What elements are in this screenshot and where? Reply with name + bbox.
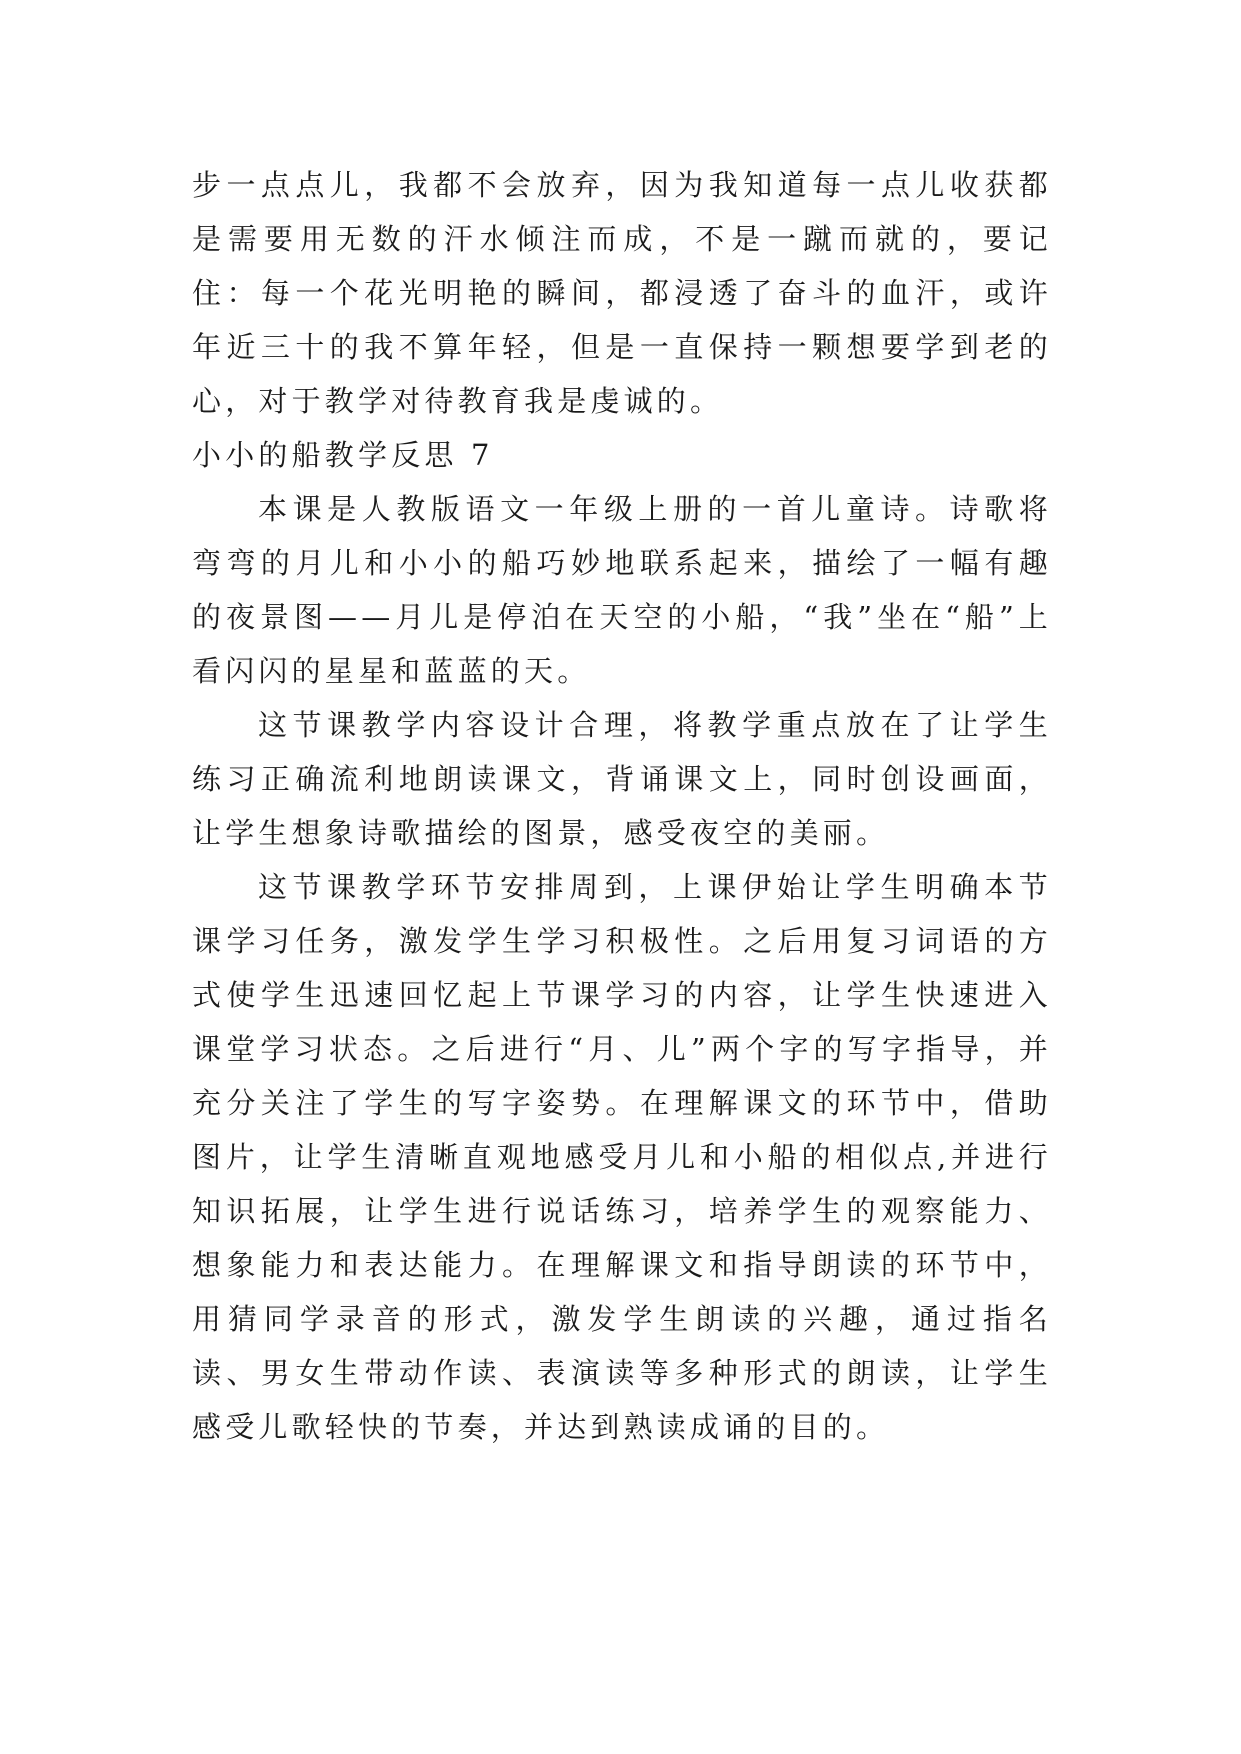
continuation-paragraph: 步一点点儿，我都不会放弃，因为我知道每一点儿收获都是需要用无数的汗水倾注而成，不是一蹴而就的，要记住：每一个花光明艳的瞬间，都浸透了奋斗的血汗，或许年近三十的我不算年轻，但是一直保持一颗想要学到老的心，对于教学对待教育我是虔诚的。 bbox=[192, 168, 1052, 418]
body-paragraph-1: 本课是人教版语文一年级上册的一首儿童诗。诗歌将弯弯的月儿和小小的船巧妙地联系起来，描绘了一幅有趣的夜景图——月儿是停泊在天空的小船，“我”坐在“船”上看闪闪的星星和蓝蓝的天。 bbox=[192, 492, 1052, 688]
body-paragraph-2: 这节课教学内容设计合理，将教学重点放在了让学生练习正确流利地朗读课文，背诵课文上，同时创设画面，让学生想象诗歌描绘的图景，感受夜空的美丽。 bbox=[192, 708, 1052, 850]
section-title: 小小的船教学反思 7 bbox=[192, 438, 494, 472]
document-body bbox=[192, 158, 1052, 1454]
body-paragraph-3: 这节课教学环节安排周到，上课伊始让学生明确本节课学习任务，激发学生学习积极性。之后用复习词语的方式使学生迅速回忆起上节课学习的内容，让学生快速进入课堂学习状态。之后进行“月、儿”两个字的写字指导，并充分关注了学生的写字姿势。在理解课文的环节中，借助图片，让学生清晰直观地感受月儿和小船的相似点,并进行知识拓展，让学生进行说话练习，培养学生的观察能力、想象能力和表达能力。在理解课文和指导朗读的环节中，用猜同学录音的形式，激发学生朗读的兴趣，通过指名读、男女生带动作读、表演读等多种形式的朗读，让学生感受儿歌轻快的节奏，并达到熟读成诵的目的。 bbox=[192, 870, 1052, 1444]
